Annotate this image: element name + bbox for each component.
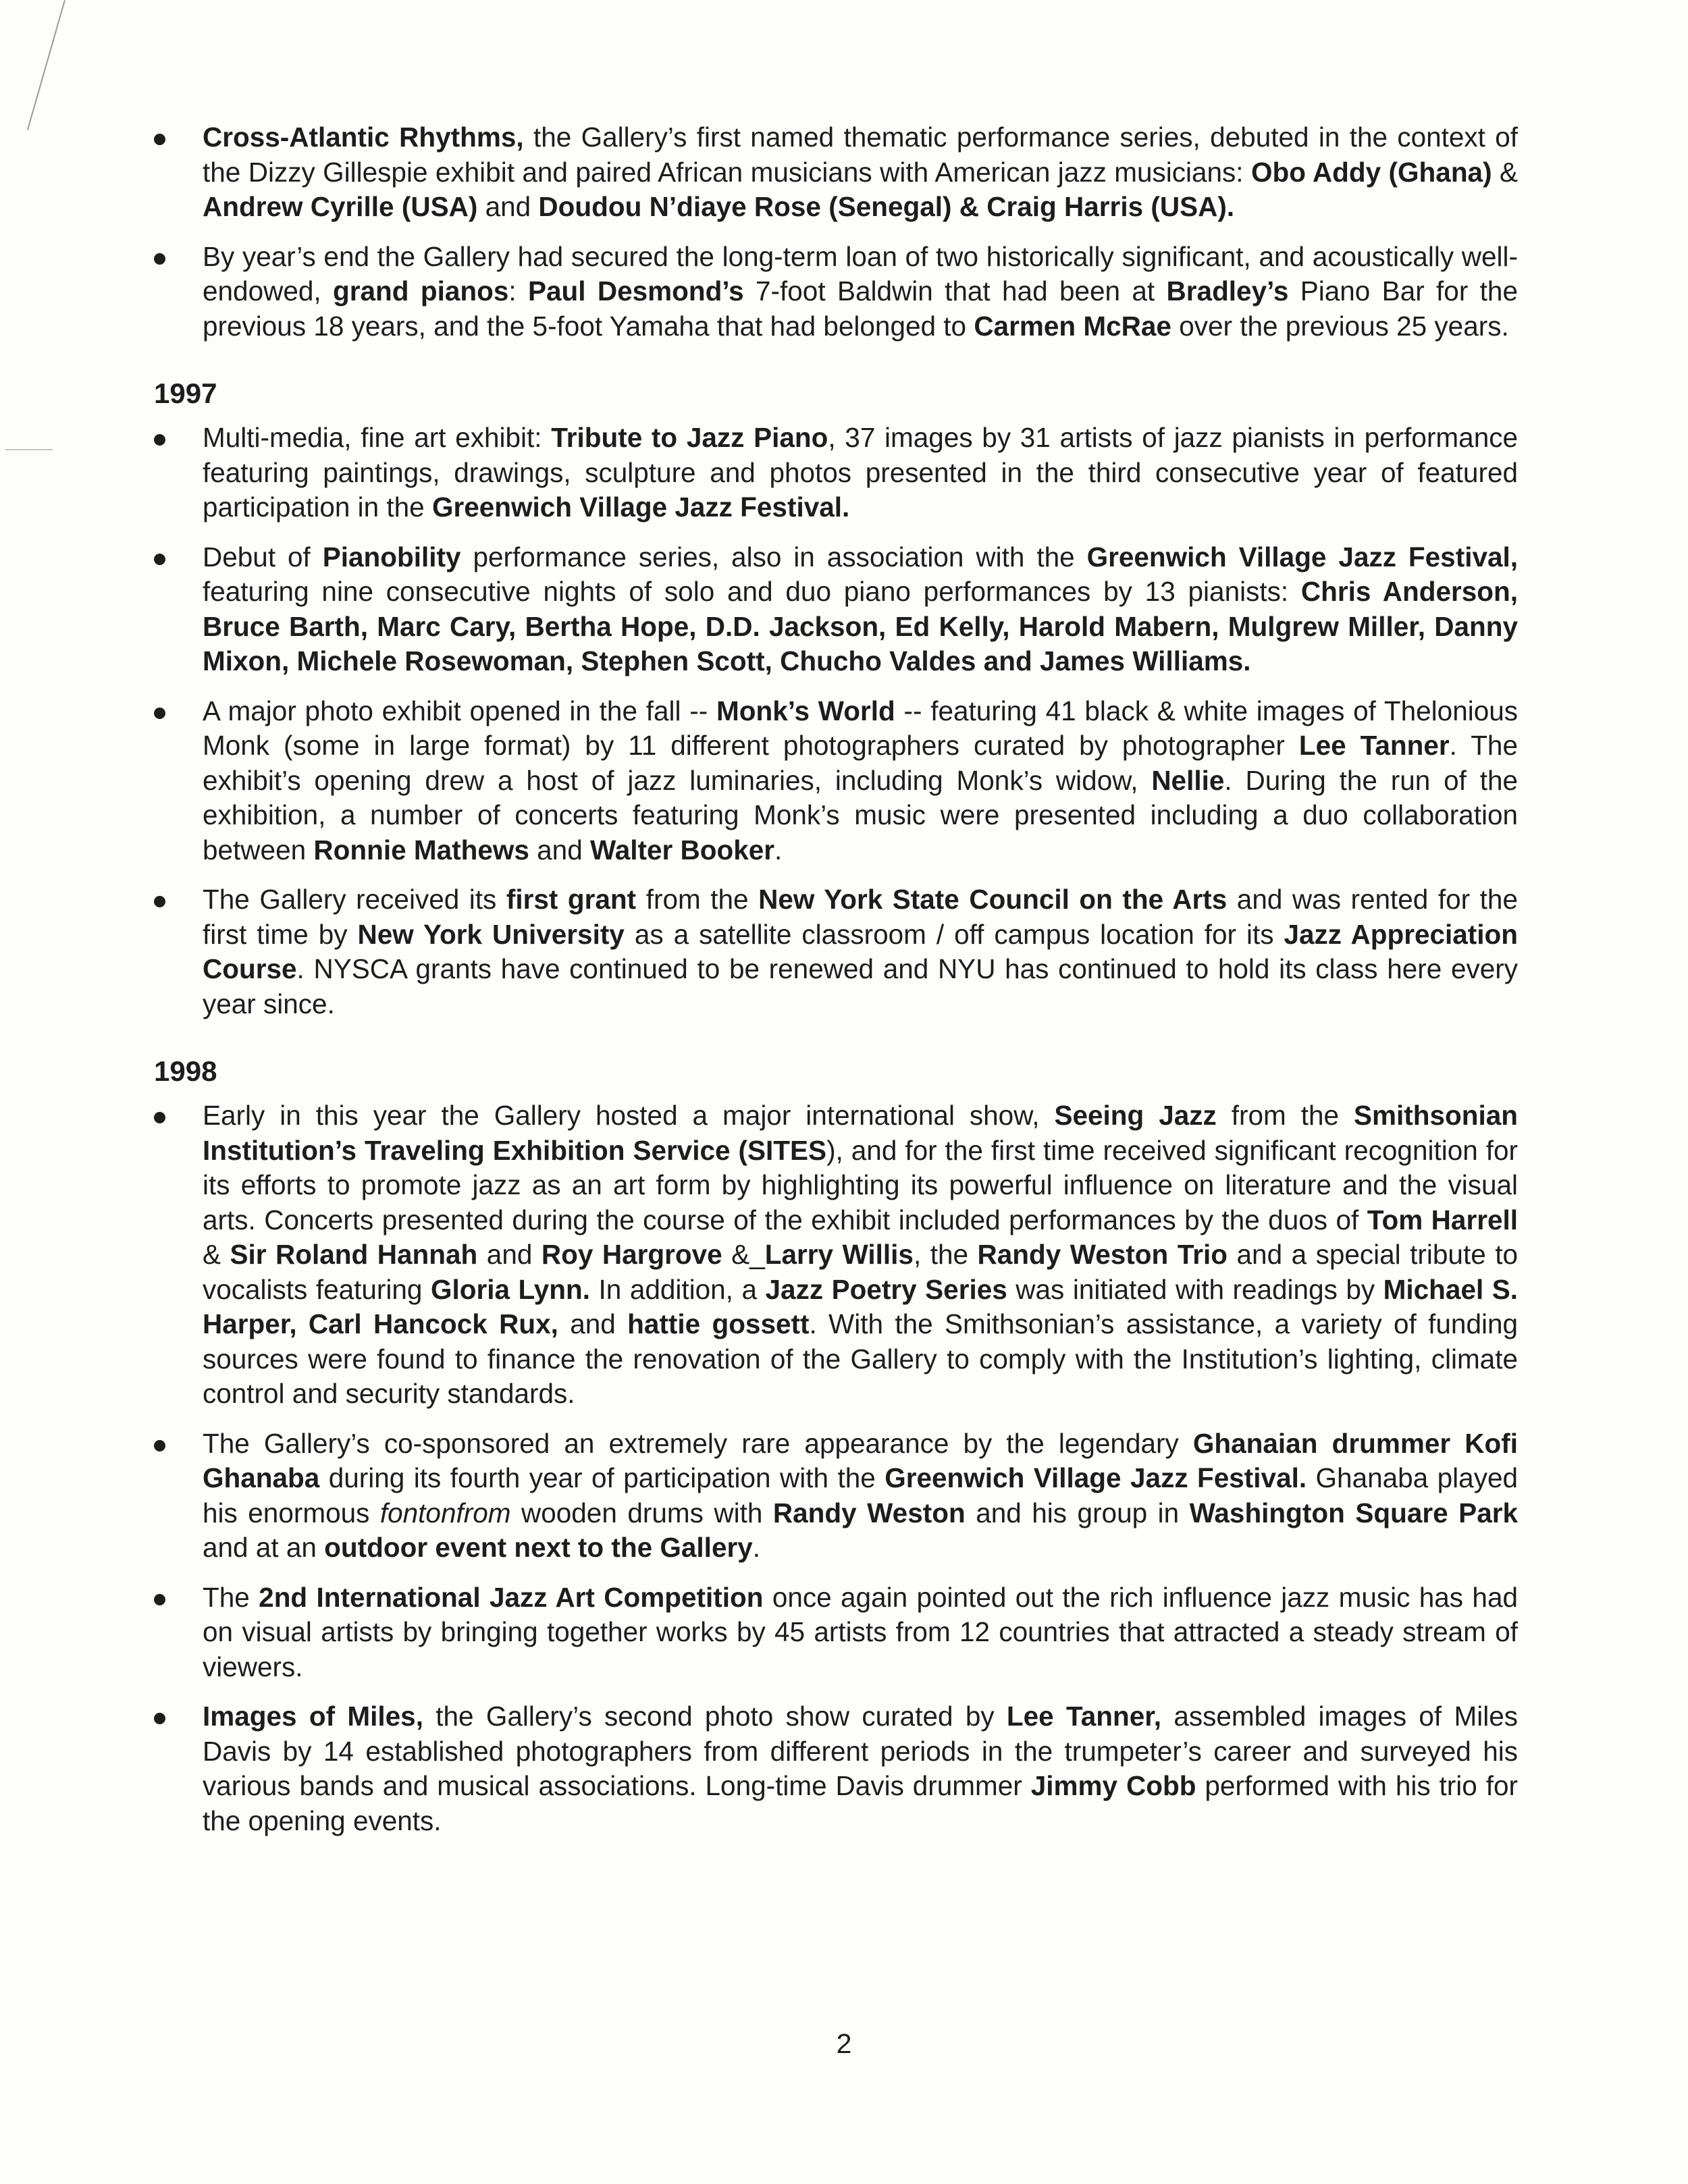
year-heading-1998: 1998	[154, 1055, 217, 1087]
bold-text: Sir Roland Hannah	[230, 1239, 478, 1270]
bold-text: Obo Addy (Ghana)	[1250, 156, 1492, 188]
body-text: &	[203, 1239, 230, 1270]
bold-text: Tom Harrell	[1367, 1204, 1518, 1235]
bullet-dot-icon	[154, 554, 165, 565]
bold-text: Greenwich Village Jazz Festival.	[431, 491, 850, 523]
body-text: was initiated with readings by	[1007, 1273, 1383, 1305]
bold-text: Pianobility	[322, 541, 461, 572]
body-text: during its fourth year of participation with the	[319, 1462, 885, 1493]
body-text: and a special tribute to vocalists featuring	[203, 1239, 1519, 1305]
bold-text: Jazz Poetry Series	[765, 1273, 1007, 1305]
bullet-list-1997	[154, 421, 1518, 1021]
body-text: . With the Smithsonian’s assistance, a variety of funding sources were found to finance the renovation of the Gallery to comply with the Institution’s lighting, climate control and security standards.	[203, 1308, 1519, 1409]
bold-text: Washington Square Park	[1189, 1497, 1519, 1528]
bullet-dot-icon	[154, 1713, 165, 1724]
bold-text: Randy Weston Trio	[977, 1239, 1228, 1270]
bold-text: Bradley’s	[1166, 275, 1289, 307]
body-text: By year’s end the Gallery had secured the long-term loan of two historically significant, and acoustically well-endowed,	[203, 240, 1518, 307]
document-body	[154, 120, 1518, 1853]
body-text: from the	[636, 884, 759, 915]
body-text: .	[752, 1532, 761, 1563]
bold-text: Tribute to Jazz Piano	[551, 422, 828, 453]
body-text: . During the run of the exhibition, a number of concerts featuring Monk’s music were presented including a duo collaboration between	[203, 764, 1518, 865]
bold-text: Images of Miles,	[203, 1701, 423, 1732]
body-text: and his group in	[965, 1497, 1190, 1528]
body-text: once again pointed out the rich influence jazz music has had on visual artists by bringing together works by 45 artists from 12 countries that attracted a steady stream of viewers.	[203, 1581, 1518, 1682]
body-text: Multi-media, fine art exhibit:	[203, 422, 552, 453]
bullet-item	[154, 1580, 1518, 1685]
bullet-list-1998	[154, 1098, 1518, 1838]
bullet-item	[154, 1427, 1518, 1566]
bold-text: Randy Weston	[772, 1497, 966, 1528]
body-text: and	[529, 834, 590, 865]
bullet-dot-icon	[154, 134, 165, 145]
body-text: over the previous 25 years.	[1171, 310, 1509, 342]
body-text: The Gallery’s co-sponsored an extremely rare appearance by the legendary	[203, 1427, 1193, 1459]
page-number: 2	[836, 2028, 852, 2059]
body-text: &	[1492, 156, 1519, 188]
body-text: The Gallery received its	[203, 884, 506, 915]
bullet-item	[154, 1098, 1518, 1412]
body-text: and	[558, 1308, 628, 1339]
body-text: and at an	[203, 1532, 325, 1563]
bold-text: Larry Willis	[764, 1239, 914, 1270]
bold-text: Ronnie Mathews	[313, 834, 529, 865]
bold-text: Doudou N’diaye Rose (Senegal) & Craig Harris (USA).	[538, 191, 1235, 222]
bold-text: Nellie	[1151, 764, 1225, 796]
bold-text: Andrew Cyrille (USA)	[203, 191, 478, 222]
body-text: , 37 images by 31 artists of jazz pianists in performance featuring paintings, drawings, sculpture and photos presented in the third consecutive year of featured participation in the	[203, 422, 1518, 523]
bullet-dot-icon	[154, 896, 165, 907]
bold-text: Cross-Atlantic Rhythms,	[203, 122, 524, 153]
body-text: and	[477, 1239, 542, 1270]
body-text: ), and for the first time received significant recognition for its efforts to promote jazz as an art form by highlighting its powerful influence on literature and the visual arts. Concerts presented during the course of the exhibit included performances by the duos of	[203, 1134, 1518, 1235]
body-text: performed with his trio for the opening events.	[203, 1770, 1518, 1836]
body-text: featuring nine consecutive nights of solo and duo piano performances by 13 pianists:	[203, 576, 1301, 607]
intro-bullet-list	[154, 120, 1518, 344]
body-text: The	[203, 1581, 259, 1613]
body-text: performance series, also in association with the	[460, 541, 1087, 572]
body-text: as a satellite classroom / off campus location for its	[624, 918, 1284, 950]
body-text: -- featuring 41 black & white images of Thelonious Monk (some in large format) by 11 different photographers curated by photographer	[203, 695, 1519, 761]
bold-text: Roy Hargrove	[541, 1239, 722, 1270]
body-text: and	[477, 191, 539, 222]
bullet-item	[154, 421, 1518, 525]
bold-text: Carmen McRae	[974, 310, 1171, 342]
italic-text: fontonfrom	[379, 1497, 511, 1528]
body-text: .	[774, 834, 783, 865]
bold-text: New York State Council on the Arts	[758, 884, 1228, 915]
bold-text: Jimmy Cobb	[1030, 1770, 1196, 1801]
bold-text: 2nd International Jazz Art Competition	[259, 1581, 764, 1613]
bold-text: Paul Desmond’s	[527, 275, 744, 307]
body-text: Early in this year the Gallery hosted a major international show,	[203, 1100, 1055, 1131]
body-text: wooden drums with	[510, 1497, 773, 1528]
bold-text: Jazz Appreciation Course	[203, 918, 1519, 984]
bullet-dot-icon	[154, 1594, 165, 1605]
bold-text: Monk’s World	[716, 695, 895, 726]
body-text: A major photo exhibit opened in the fall --	[203, 695, 716, 726]
bold-text: first grant	[506, 884, 637, 915]
bold-text: Smithsonian Institution’s Traveling Exhibition Service (SITES	[203, 1100, 1519, 1166]
bullet-dot-icon	[154, 1112, 165, 1123]
body-text: from the	[1216, 1100, 1354, 1131]
bold-text: Lee Tanner	[1298, 730, 1450, 761]
bullet-item	[154, 540, 1518, 679]
body-text: Piano Bar for the previous 18 years, and the 5-foot Yamaha that had belonged to	[203, 275, 1518, 342]
body-text: Debut of	[203, 541, 323, 572]
bullet-item	[154, 1699, 1518, 1838]
bullet-item	[154, 240, 1518, 344]
bold-text: hattie gossett	[627, 1308, 810, 1339]
bullet-dot-icon	[154, 434, 165, 446]
body-text: . NYSCA grants have continued to be renewed and NYU has continued to hold its class here every year since.	[203, 953, 1518, 1019]
bold-text: Lee Tanner,	[1006, 1701, 1162, 1732]
bold-text: Michael S. Harper, Carl Hancock Rux,	[203, 1273, 1519, 1339]
bold-text: grand pianos	[333, 275, 509, 307]
body-text: and was rented for the first time by	[203, 884, 1518, 950]
bold-text: Greenwich Village Jazz Festival.	[885, 1462, 1307, 1493]
body-text: 7-foot Baldwin that had been at	[743, 275, 1167, 307]
body-text: the Gallery’s second photo show curated by	[423, 1701, 1007, 1732]
bold-text: Seeing Jazz	[1054, 1100, 1217, 1131]
scan-artifact-line	[27, 0, 65, 130]
body-text: assembled images of Miles Davis by 14 established photographers from different periods in the trumpeter’s career and surveyed his various bands and musical associations. Long-time Davis drummer	[203, 1701, 1518, 1801]
bullet-dot-icon	[154, 708, 165, 719]
bold-text: New York University	[357, 918, 625, 950]
body-text: :	[508, 275, 528, 307]
body-text: In addition, a	[590, 1273, 766, 1305]
bullet-item	[154, 694, 1518, 868]
bold-text: Chris Anderson, Bruce Barth, Marc Cary, Bertha Hope, D.D. Jackson, Ed Kelly, Harold Mabern, Mulgrew Miller, Danny Mixon, Michele Rosewoman, Stephen Scott, Chucho Valdes and James Williams.	[203, 576, 1518, 676]
body-text: &_	[722, 1239, 765, 1270]
bold-text: Walter Booker	[589, 834, 775, 865]
body-text: , the	[913, 1239, 978, 1270]
scan-artifact-smudge	[5, 449, 53, 450]
bold-text: outdoor event next to the Gallery	[324, 1532, 753, 1563]
body-text: the Gallery’s first named thematic performance series, debuted in the context of the Dizzy Gillespie exhibit and paired African musicians with American jazz musicians:	[203, 122, 1518, 188]
bullet-dot-icon	[154, 1440, 165, 1451]
bold-text: Ghanaian drummer Kofi Ghanaba	[203, 1427, 1518, 1493]
bold-text: Gloria Lynn.	[430, 1273, 590, 1305]
body-text: Ghanaba played his enormous	[203, 1462, 1518, 1528]
year-heading-1997: 1997	[154, 377, 217, 409]
bullet-item	[154, 120, 1518, 225]
body-text: . The exhibit’s opening drew a host of jazz luminaries, including Monk’s widow,	[203, 730, 1518, 796]
bold-text: Greenwich Village Jazz Festival,	[1086, 541, 1519, 572]
bullet-item	[154, 882, 1518, 1021]
bullet-dot-icon	[154, 253, 165, 265]
